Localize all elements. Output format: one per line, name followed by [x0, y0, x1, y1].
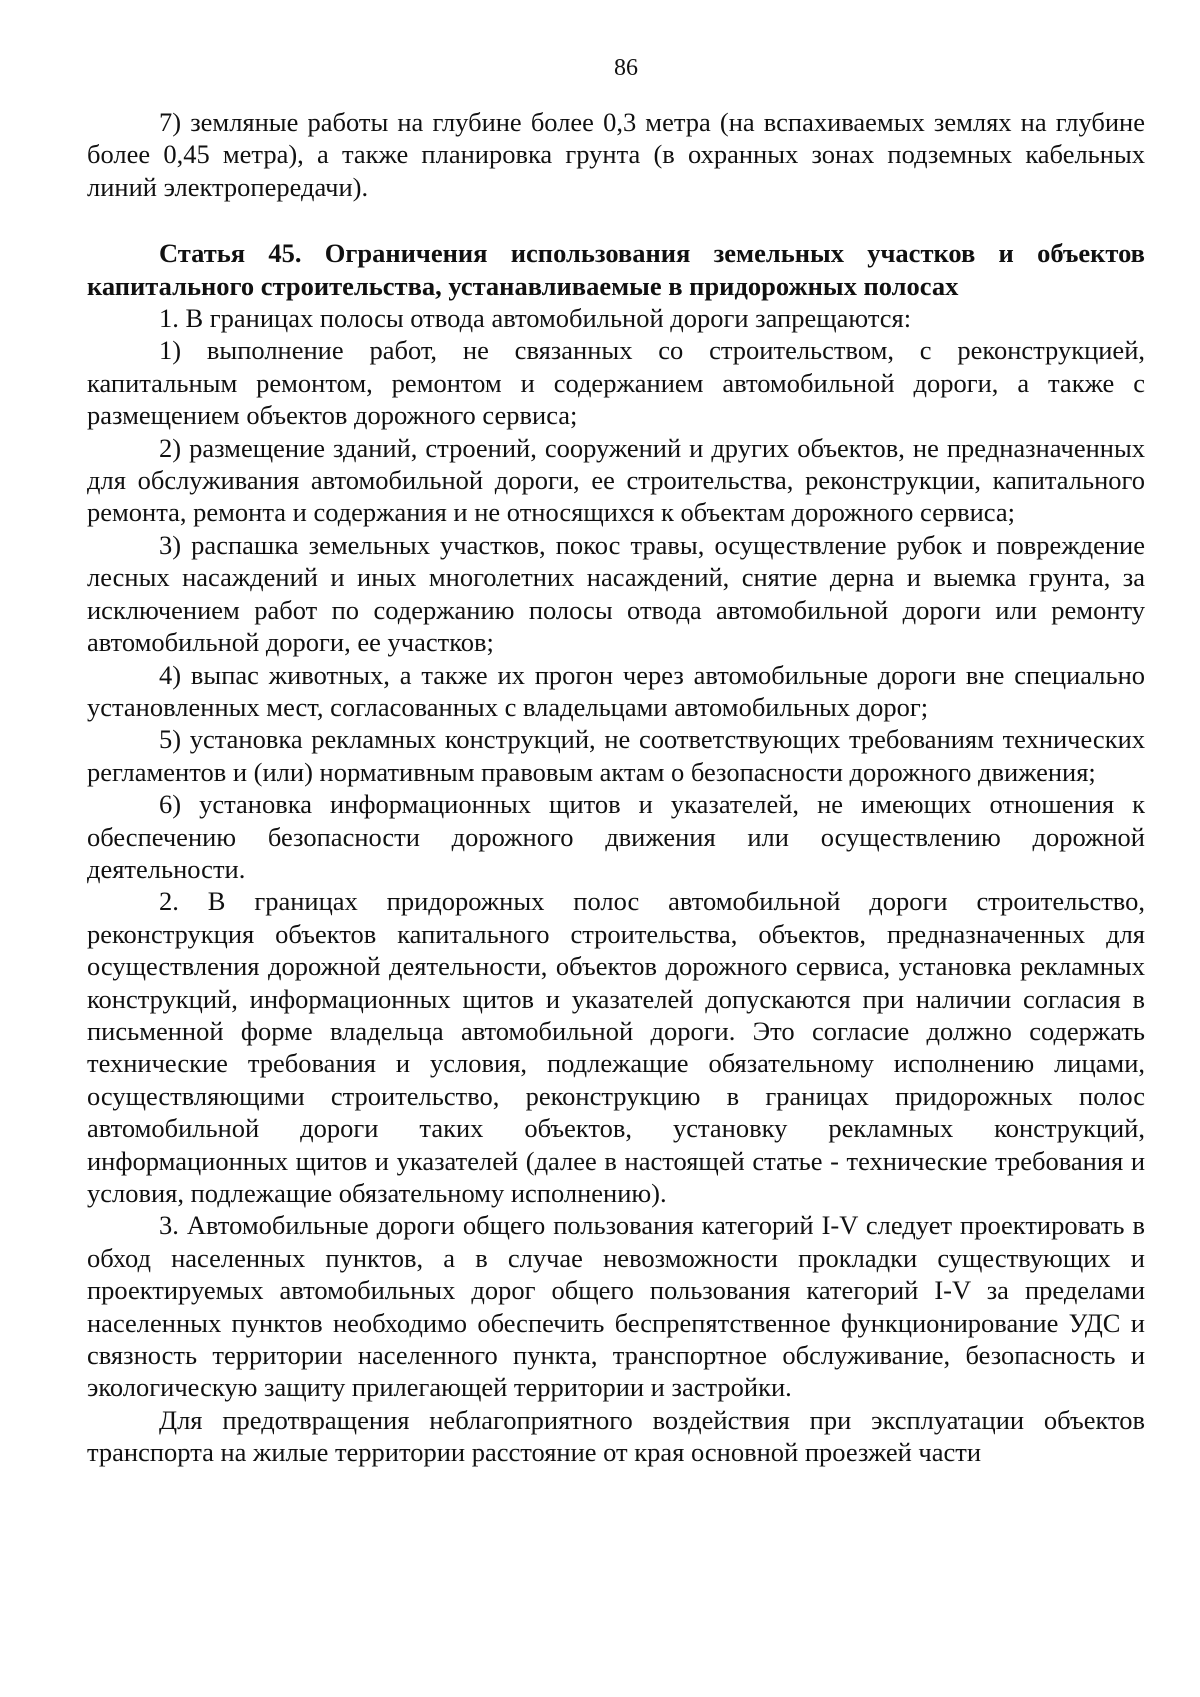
article-heading: Статья 45. Ограничения использования земельных участков и объектов капитального строительства, устанавливаемые в придорожных полосах [87, 238, 1145, 301]
paragraph-1-item-4: 4) выпас животных, а также их прогон через автомобильные дороги вне специально установленных мест, согласованных с владельцами автомобильных дорог; [87, 659, 1145, 722]
paragraph-3: 3. Автомобильные дороги общего пользования категорий I-V следует проектировать в обход населенных пунктов, а в случае невозможности прокладки существующих и проектируемых автомобильных дорог общего пользования категорий I-V за пределами населенных пунктов необходимо обеспечить беспрепятственное функционирование УДС и связность территории населенного пункта, транспортное обслуживание, безопасность и экологическую защиту прилегающей территории и застройки. [87, 1210, 1145, 1403]
paragraph-2: 2. В границах придорожных полос автомобильной дороги строительство, реконструкция объектов капитального строительства, объектов, предназначенных для осуществления дорожной деятельности, объектов дорожного сервиса, установка рекламных конструкций, информационных щитов и указателей допускаются при наличии согласия в письменной форме владельца автомобильной дороги. Это согласие должно содержать технические требования и условия, подлежащие обязательному исполнению лицами, осуществляющими строительство, реконструкцию в границах придорожных полос автомобильной дороги таких объектов, установку рекламных конструкций, информационных щитов и указателей (далее в настоящей статье - технические требования и условия, подлежащие обязательному исполнению). [87, 886, 1145, 1208]
paragraph-1: 1. В границах полосы отвода автомобильной дороги запрещаются: [159, 303, 912, 334]
document-page [87, 52, 1145, 1469]
page-number: 86 [614, 55, 638, 81]
paragraph-item-7: 7) земляные работы на глубине более 0,3 метра (на вспахиваемых землях на глубине более 0,45 метра), а также планировка грунта (в охранных зонах подземных кабельных линий электропередачи). [87, 107, 1145, 202]
paragraph-continuation: Для предотвращения неблагоприятного воздействия при эксплуатации объектов транспорта на жилые территории расстояние от края основной проезжей части [87, 1404, 1145, 1468]
paragraph-1-item-6: 6) установка информационных щитов и указателей, не имеющих отношения к обеспечению безопасности дорожного движения или осуществлению дорожной деятельности. [87, 789, 1145, 884]
paragraph-1-item-3: 3) распашка земельных участков, покос травы, осуществление рубок и повреждение лесных насаждений и иных многолетних насаждений, снятие дерна и выемка грунта, за исключением работ по содержанию полосы отвода автомобильной дороги или ремонту автомобильной дороги, ее участков; [87, 529, 1145, 658]
paragraph-1-item-1: 1) выполнение работ, не связанных со строительством, с реконструкцией, капитальным ремонтом, ремонтом и содержанием автомобильной дороги, а также с размещением объектов дорожного сервиса; [87, 335, 1145, 431]
paragraph-1-item-5: 5) установка рекламных конструкций, не соответствующих требованиям технических регламентов и (или) нормативным правовым актам о безопасности дорожного движения; [87, 724, 1145, 787]
paragraph-1-item-2: 2) размещение зданий, строений, сооружений и других объектов, не предназначенных для обслуживания автомобильной дороги, ее строительства, реконструкции, капитального ремонта, ремонта и содержания и не относящихся к объектам дорожного сервиса; [87, 432, 1145, 528]
